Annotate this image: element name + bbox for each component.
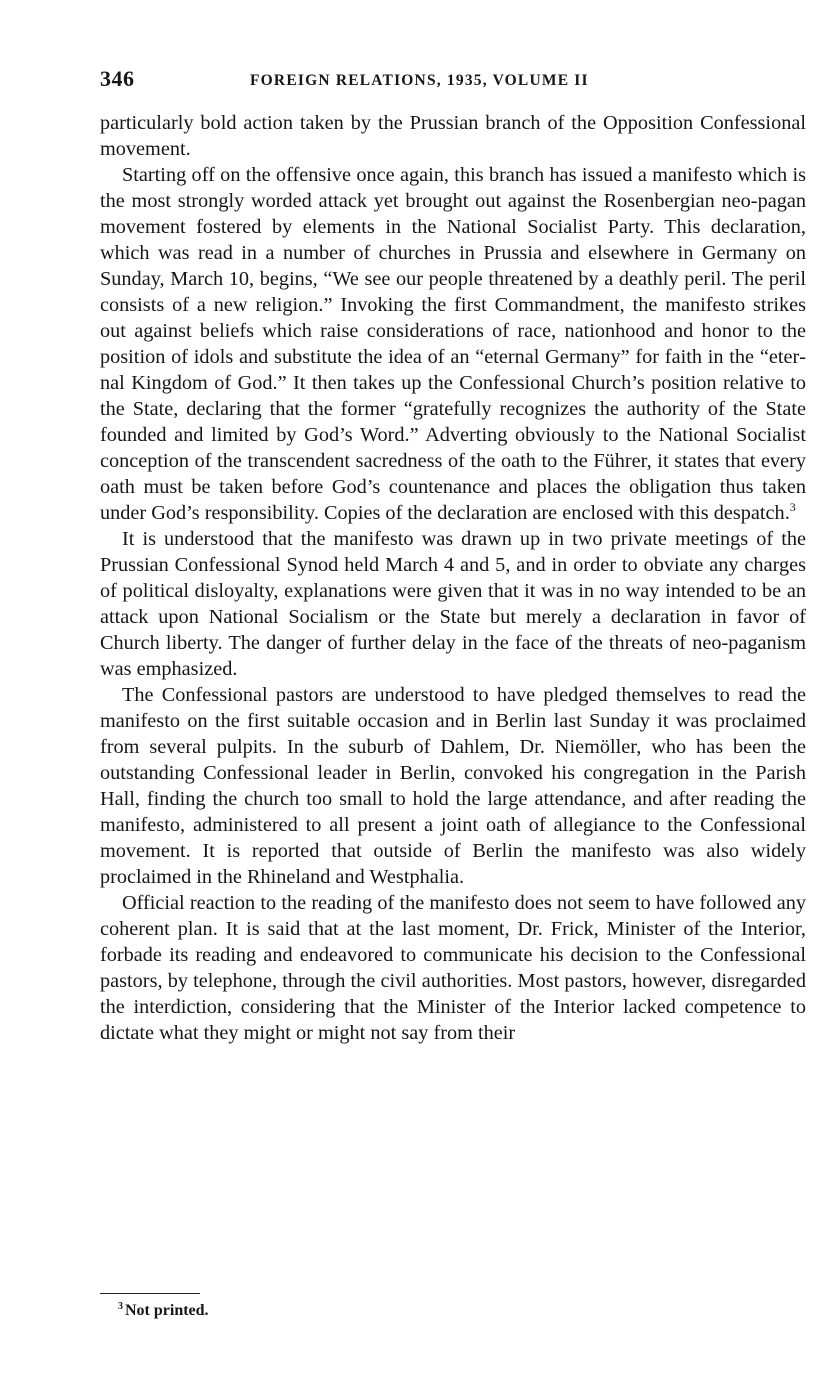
paragraph-text: Starting off on the offensive once again, this branch has issued a manifesto which is the most strongly worded attack yet brought out against the Rosenbergian neo-pagan movement fostered by elements in the National Socialist Party. This declaration, which was read in a number of churches in Prussia and elsewhere in Germany on Sunday, March 10, begins, “We see our people threatened by a deathly peril. The peril consists of a new religion.” Invoking the first Commandment, the manifesto strikes out against beliefs which raise considerations of race, nationhood and honor to the position of idols and substitute the idea of an “eternal Germany” for faith in the “eternal Kingdom of God.” It then takes up the Confessional Church’s position relative to the State, declaring that the former “gratefully recognizes the authority of the State founded and limited by God’s Word.” Adverting obviously to the National Socialist conception of the transcendent sacredness of the oath to the Führer, it states that every oath must be taken before God’s countenance and places the obligation thus taken under God’s responsibility. Copies of the declaration are enclosed with this despatch. [100, 164, 806, 524]
paragraph-continued: particularly bold action taken by the Prussian branch of the Opposition Confessional movement. [100, 112, 806, 160]
footnote-text: Not printed. [125, 1302, 209, 1319]
paragraph-official-reaction: Official reaction to the reading of the manifesto does not seem to have followed any coherent plan. It is said that at the last moment, Dr. Frick, Minister of the Interior, forbade its reading and endeavored to communicate his decision to the Confessional pastors, by telephone, through the civil authorities. Most pastors, however, disregarded the interdiction, considering that the Minister of the Interior lacked competence to dictate what they might or might not say from their [100, 892, 806, 1044]
body-text [100, 110, 806, 1046]
footnote-mark: 3 [118, 1300, 123, 1312]
paragraph-synod: It is understood that the manifesto was drawn up in two private meetings of the Prussian Confessional Synod held March 4 and 5, and in order to obviate any charges of political disloyalty, explanations were given that it was in no way intended to be an attack upon National Socialism or the State but merely a declaration in favor of Church liberty. The danger of further delay in the face of the threats of neo-paganism was emphasized. [100, 528, 806, 680]
footnote-reference[interactable]: 3 [789, 500, 796, 515]
page-number: 346 [100, 66, 135, 91]
running-head: FOREIGN RELATIONS, 1935, VOLUME II [250, 72, 589, 89]
page-header [100, 66, 806, 100]
footnote-divider [100, 1293, 200, 1294]
footnote [118, 1302, 209, 1320]
paragraph-manifesto [100, 162, 806, 526]
paragraph-pastors: The Confessional pastors are understood to have pledged themselves to read the manifesto on the first suitable occasion and in Berlin last Sunday it was proclaimed from several pulpits. In the suburb of Dahlem, Dr. Niemöller, who has been the outstanding Confessional leader in Berlin, convoked his congregation in the Parish Hall, finding the church too small to hold the large attendance, and after reading the manifesto, administered to all present a joint oath of allegiance to the Confessional movement. It is reported that outside of Berlin the manifesto was also widely proclaimed in the Rhineland and Westphalia. [100, 684, 806, 888]
